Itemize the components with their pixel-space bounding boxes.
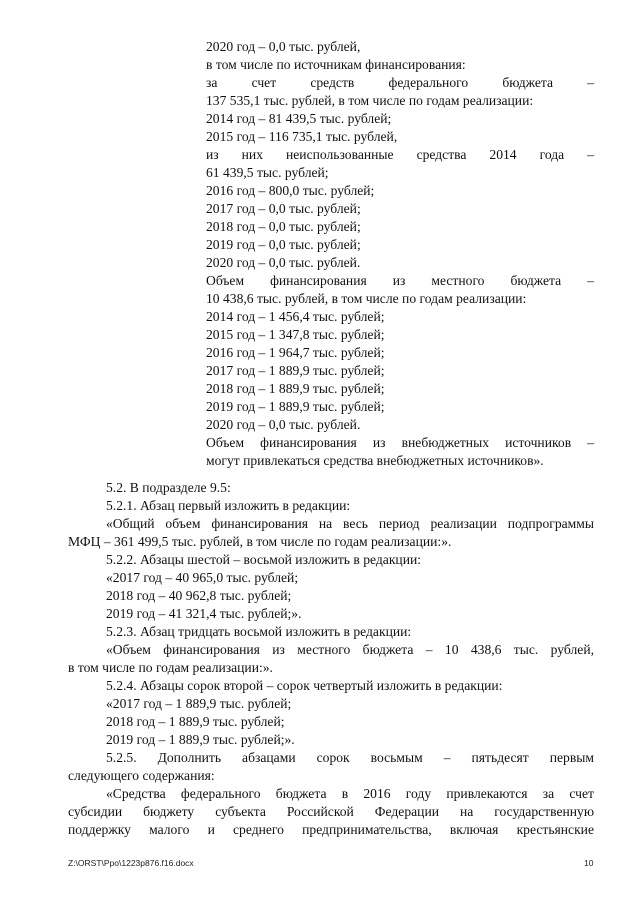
text-line: 2017 год – 1 889,9 тыс. рублей;: [206, 363, 385, 378]
text-line: «Средства федерального бюджета в 2016 году привлекаются за счет: [106, 786, 594, 801]
text-line: 61 439,5 тыс. рублей;: [206, 165, 329, 180]
text-line: 5.2.5. Дополнить абзацами сорок восьмым – пятьдесят первым: [106, 750, 594, 765]
text-line: 2017 год – 0,0 тыс. рублей;: [206, 201, 361, 216]
text-line: Объем финансирования из внебюджетных источников –: [206, 435, 594, 450]
text-line: 10 438,6 тыс. рублей, в том числе по годам реализации:: [206, 291, 527, 306]
text-line: 2020 год – 0,0 тыс. рублей.: [206, 255, 361, 270]
text-line: 2016 год – 1 964,7 тыс. рублей;: [206, 345, 385, 360]
text-line: за счет средств федерального бюджета –: [206, 75, 594, 90]
text-line: «Общий объем финансирования на весь период реализации подпрограммы: [106, 516, 594, 531]
text-line: МФЦ – 361 499,5 тыс. рублей, в том числе по годам реализации:».: [68, 534, 452, 549]
text-line: 5.2.4. Абзацы сорок второй – сорок четвертый изложить в редакции:: [106, 678, 503, 693]
text-line: 2018 год – 1 889,9 тыс. рублей;: [206, 381, 385, 396]
text-line: могут привлекаться средства внебюджетных источников».: [206, 453, 544, 468]
text-line: 2018 год – 1 889,9 тыс. рублей;: [106, 714, 285, 729]
text-line: «2017 год – 40 965,0 тыс. рублей;: [106, 570, 299, 585]
text-line: 2018 год – 0,0 тыс. рублей;: [206, 219, 361, 234]
text-line: из них неиспользованные средства 2014 года –: [206, 147, 594, 162]
text-line: 5.2.1. Абзац первый изложить в редакции:: [106, 498, 351, 513]
text-line: 2020 год – 0,0 тыс. рублей.: [206, 417, 361, 432]
text-line: 2020 год – 0,0 тыс. рублей,: [206, 39, 361, 54]
text-line: 137 535,1 тыс. рублей, в том числе по годам реализации:: [206, 93, 534, 108]
text-line: в том числе по годам реализации:».: [68, 660, 273, 675]
text-line: субсидии бюджету субъекта Российской Федерации на государственную: [68, 804, 594, 819]
text-line: «Объем финансирования из местного бюджета – 10 438,6 тыс. рублей,: [106, 642, 594, 657]
text-line: 2019 год – 41 321,4 тыс. рублей;».: [106, 606, 302, 621]
text-line: следующего содержания:: [68, 768, 215, 783]
text-line: 2018 год – 40 962,8 тыс. рублей;: [106, 588, 292, 603]
text-line: Объем финансирования из местного бюджета –: [206, 273, 594, 288]
text-line: 2014 год – 81 439,5 тыс. рублей;: [206, 111, 392, 126]
text-line: поддержку малого и среднего предпринимательства, включая крестьянские: [68, 822, 594, 837]
text-line: 2016 год – 800,0 тыс. рублей;: [206, 183, 375, 198]
text-line: 2015 год – 116 735,1 тыс. рублей,: [206, 129, 398, 144]
text-line: 2015 год – 1 347,8 тыс. рублей;: [206, 327, 385, 342]
text-line: 2019 год – 0,0 тыс. рублей;: [206, 237, 361, 252]
text-line: 5.2.2. Абзацы шестой – восьмой изложить в редакции:: [106, 552, 422, 567]
text-line: 2019 год – 1 889,9 тыс. рублей;».: [106, 732, 295, 747]
text-line: 2014 год – 1 456,4 тыс. рублей;: [206, 309, 385, 324]
text-line: «2017 год – 1 889,9 тыс. рублей;: [106, 696, 292, 711]
text-line: в том числе по источникам финансирования:: [206, 57, 466, 72]
text-line: 2019 год – 1 889,9 тыс. рублей;: [206, 399, 385, 414]
footer-file-path: Z:\ORST\Ppo\1223p876.f16.docx: [68, 858, 194, 868]
section-heading: 5.2. В подразделе 9.5:: [106, 480, 231, 495]
page-number: 10: [584, 858, 594, 868]
text-line: 5.2.3. Абзац тридцать восьмой изложить в редакции:: [106, 624, 412, 639]
